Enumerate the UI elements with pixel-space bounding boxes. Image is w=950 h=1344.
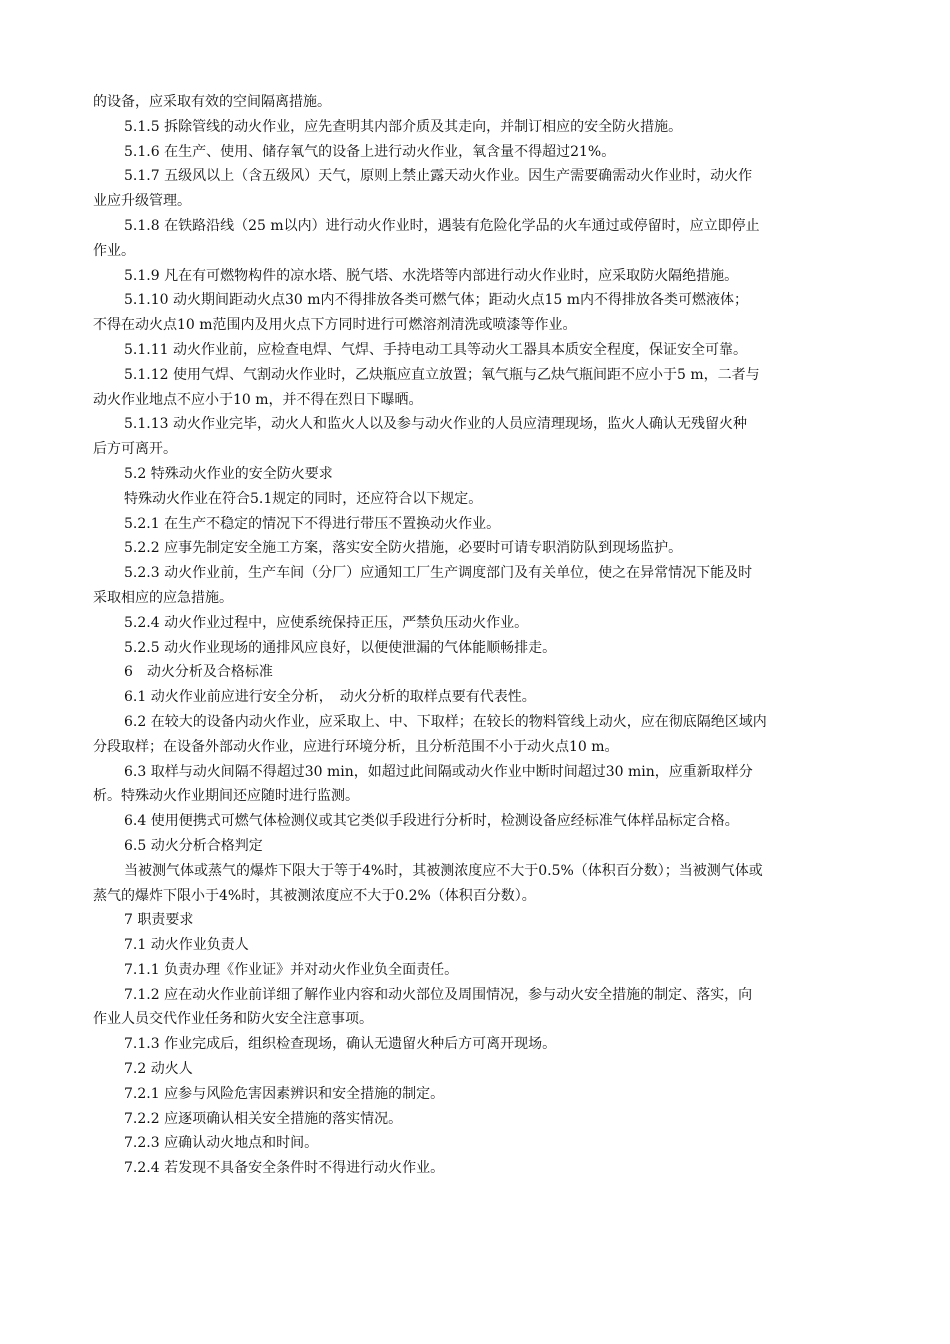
text-line: 采取相应的应急措施。 — [93, 589, 233, 606]
text-line: 析。特殊动火作业期间还应随时进行监测。 — [93, 788, 359, 805]
document-page — [93, 90, 861, 1181]
text-line: 7.2.4 若发现不具备安全条件时不得进行动火作业。 — [124, 1160, 445, 1177]
text-line: 7.2.2 应逐项确认相关安全措施的落实情况。 — [124, 1110, 403, 1127]
text-line: 动火作业地点不应小于10 m，并不得在烈日下曝晒。 — [93, 391, 423, 408]
text-line: 7.1.2 应在动火作业前详细了解作业内容和动火部位及周围情况，参与动火安全措施的制定、落实，向 — [124, 986, 753, 1003]
text-line: 6.5 动火分析合格判定 — [124, 837, 263, 854]
text-line: 特殊动火作业在符合5.1规定的同时，还应符合以下规定。 — [124, 490, 483, 507]
text-line: 不得在动火点10 m范围内及用火点下方同时进行可燃溶剂清洗或喷漆等作业。 — [93, 317, 577, 334]
text-line: 5.2.2 应事先制定安全施工方案，落实安全防火措施，必要时可请专职消防队到现场监护。 — [124, 540, 683, 557]
text-line: 7.1 动火作业负责人 — [124, 937, 249, 954]
text-line: 6 动火分析及合格标准 — [124, 664, 273, 681]
text-line: 5.1.8 在铁路沿线（25 m以内）进行动火作业时，遇装有危险化学品的火车通过或停留时，应立即停止 — [124, 217, 760, 234]
text-line: 5.1.7 五级风以上（含五级风）天气，原则上禁止露天动火作业。因生产需要确需动火作业时，动火作 — [124, 168, 753, 185]
text-line: 分段取样；在设备外部动火作业，应进行环境分析，且分析范围不小于动火点10 m。 — [93, 738, 619, 755]
text-line: 5.2.1 在生产不稳定的情况下不得进行带压不置换动火作业。 — [124, 515, 501, 532]
text-line: 后方可离开。 — [93, 441, 177, 458]
text-line: 7.2 动火人 — [124, 1061, 193, 1078]
text-line: 的设备，应采取有效的空间隔离措施。 — [93, 94, 331, 110]
text-line: 当被测气体或蒸气的爆炸下限大于等于4%时，其被测浓度应不大于0.5%（体积百分数）；当被测气体或 — [124, 862, 763, 879]
text-line: 7 职责要求 — [124, 912, 194, 929]
text-line: 作业人员交代作业任务和防火安全注意事项。 — [93, 1011, 373, 1028]
text-line: 6.2 在较大的设备内动火作业，应采取上、中、下取样；在较长的物料管线上动火，应在彻底隔绝区域内 — [124, 713, 767, 730]
text-line: 5.1.6 在生产、使用、储存氧气的设备上进行动火作业，氧含量不得超过21%。 — [124, 143, 616, 160]
text-line: 7.1.1 负责办理《作业证》并对动火作业负全面责任。 — [124, 961, 459, 978]
text-line: 5.2.4 动火作业过程中，应使系统保持正压，严禁负压动火作业。 — [124, 614, 529, 631]
text-line: 6.3 取样与动火间隔不得超过30 min，如超过此间隔或动火作业中断时间超过30 min，应重新取样分 — [124, 763, 753, 780]
text-line: 6.1 动火作业前应进行安全分析， 动火分析的取样点要有代表性。 — [124, 689, 536, 706]
text-line: 7.2.1 应参与风险危害因素辨识和安全措施的制定。 — [124, 1085, 445, 1102]
text-line: 5.2 特殊动火作业的安全防火要求 — [124, 465, 333, 482]
text-line: 5.1.11 动火作业前，应检查电焊、气焊、手持电动工具等动火工器具本质安全程度，保证安全可靠。 — [124, 341, 747, 358]
text-line: 7.1.3 作业完成后，组织检查现场，确认无遗留火种后方可离开现场。 — [124, 1036, 557, 1053]
text-line: 5.2.3 动火作业前，生产车间（分厂）应通知工厂生产调度部门及有关单位，使之在异常情况下能及时 — [124, 565, 753, 582]
text-line: 作业。 — [93, 242, 135, 259]
text-line: 蒸气的爆炸下限小于4%时，其被测浓度应不大于0.2%（体积百分数）。 — [93, 887, 536, 904]
text-line: 5.1.9 凡在有可燃物构件的凉水塔、脱气塔、水洗塔等内部进行动火作业时，应采取防火隔绝措施。 — [124, 267, 739, 284]
text-line: 6.4 使用便携式可燃气体检测仪或其它类似手段进行分析时，检测设备应经标准气体样品标定合格。 — [124, 813, 739, 830]
text-line: 5.1.5 拆除管线的动火作业，应先查明其内部介质及其走向，并制订相应的安全防火措施。 — [124, 118, 683, 135]
text-line: 5.1.13 动火作业完毕，动火人和监火人以及参与动火作业的人员应清理现场，监火人确认无残留火种 — [124, 416, 747, 433]
text-line: 5.2.5 动火作业现场的通排风应良好，以便使泄漏的气体能顺畅排走。 — [124, 639, 557, 656]
text-line: 5.1.12 使用气焊、气割动火作业时，乙炔瓶应直立放置；氧气瓶与乙炔气瓶间距不应小于5 m，二者与 — [124, 366, 760, 383]
text-line: 5.1.10 动火期间距动火点30 m内不得排放各类可燃气体；距动火点15 m内不得排放各类可燃液体； — [124, 292, 749, 309]
text-line: 业应升级管理。 — [93, 193, 191, 210]
text-line: 7.2.3 应确认动火地点和时间。 — [124, 1135, 319, 1152]
